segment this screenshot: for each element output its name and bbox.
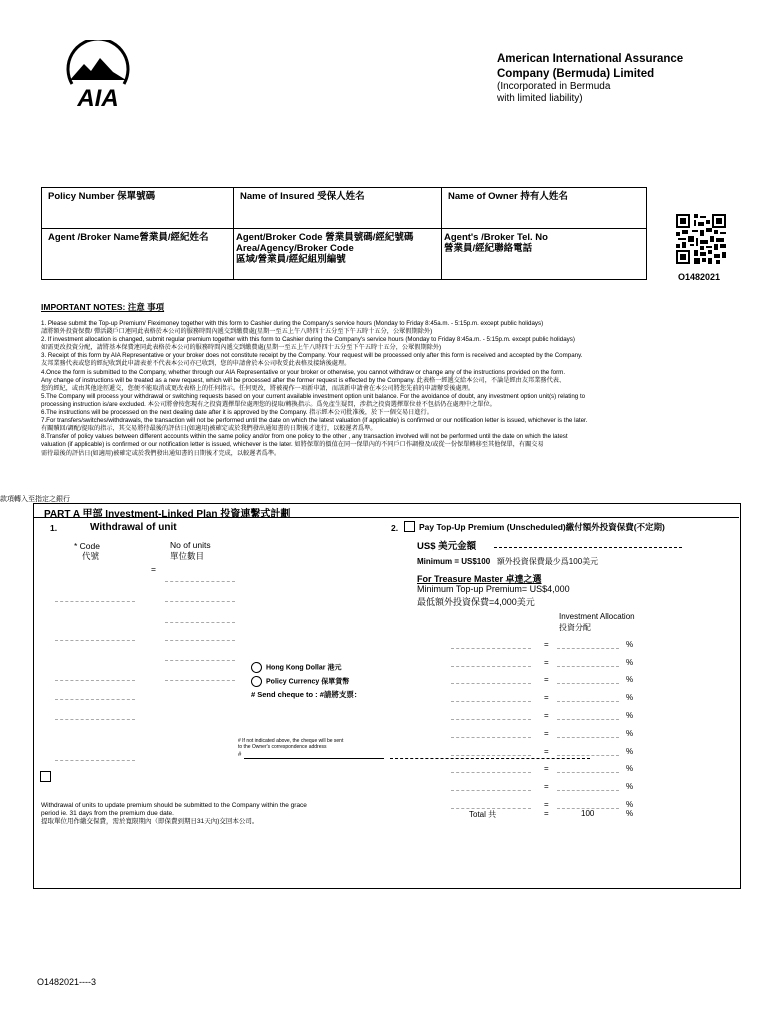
company-name xyxy=(497,52,683,82)
footer-code: O1482021----3 xyxy=(37,977,97,987)
grace-line1: Withdrawal of units to update premium should be submitted to the Company within the grace xyxy=(41,802,307,809)
part-a-divider xyxy=(33,517,739,518)
policy-number-label: Policy Number 保單號碼 xyxy=(48,191,156,202)
units-cn-label: 單位數目 xyxy=(170,551,205,561)
important-notes-text: 1. Please submit the Top-up Premium/ Fleximoney together with this form to Cashier during the Company's service hours (Monday to Friday 8:45a.m. - 5:15p.m. except public holidays) 請將額外投資保費/ 彈活錢戶口連同此表格於本公司的服務時間內遞交到繳費處(星期一至五上午八時四十五分至下午五時十五分，公眾假期除外) 2. If investment allocation is changed, submit regular premium together with this form to Cashier during the Company's service hours (Monday to Friday 8:45a.m. - 5:15p.m. except public holidays) 如需更改投資分配，請將基本保費連同此表格於本公司的服務時間內遞交到繳費處(星期一至五上午八時四十五分至下午五時十五分，公眾假期除外) 3. Receipt of this form by AIA Representative or your broker does not constitute receipt by the Company. Your request will be processed only after this form is received and accepted by the Company. 友邦業務代表或您的經紀收到此申請表並不代表本公司亦已收到，您的申請會於本公司收妥此表格及接納後處理。 4.Once the form is submitted to the Company, whether through our AIA Representative or your broker or otherwise, you cannot withdraw or change any of the instructions provided on the form. Any change of instructions will be treated as a new request, which will be processed after the former request is effected by the Company. 此表格一經遞交給本公司，不論是經由友邦業務代表、 您的經紀，或由其他途徑遞交，您便不能取消或更改表格上的任何指示。任何更改，將被視作一項新申請，而該新申請會在本公司將您先前的申請辦妥後處理。 5.The Company will process your withdrawal or switching requests based on your current available investment option unit balance. For the avoidance of doubt, any investment option unit(s) relating to processing instruction is/are excluded. 本公司將會按您現有之投資選擇單位處理您的提取/轉換指示。爲免產生疑問，涉指之投資選擇單位並不包括仍在處理中之單位。 6.The instructions will be processed on the next dealing date after it is approved by the Company. 指示經本公司批准後，於下一個交易日進行。 7.For transfers/switches/withdrawals, the transaction will not be performed until the date on which the latest valuation (if applicable) is confirmed or our notification letter is issued, whichever is the later. 有關贖回/調配/提取的指示，其交易將待最後的評估日(如適用)被確定或於我們發出通知書的日期後才進行，以較遲者爲準。 8.Transfer of policy values between different accounts within the same policy and/or from one policy to the other , any transaction involved will not be performed until the date on which the latest valuation (if applicable) is confirmed or our notification letter is issued, whichever is the later. 如將保單的價值在同一保單內的不同戶口作調撥及/或從一份保單轉移至其他保單，有關交易 需待最後的評估日(如適用)被確定或於我們發出通知書的日期後才完成，以較遲者爲準。 xyxy=(41,320,588,457)
allocation-code-input[interactable] xyxy=(451,790,531,791)
policy-currency-option[interactable] xyxy=(251,676,349,687)
allocation-percent-sign: % xyxy=(626,675,634,684)
equals-sign: = xyxy=(151,564,156,574)
allocation-percent-input[interactable] xyxy=(557,790,619,791)
allocation-percent-sign: % xyxy=(626,800,634,809)
code-input-6[interactable] xyxy=(55,760,135,761)
policy-currency-label: Policy Currency 保單貨幣 xyxy=(266,678,350,686)
allocation-percent-input[interactable] xyxy=(557,648,619,649)
allocation-code-input[interactable] xyxy=(451,701,531,702)
cheque-address-input[interactable] xyxy=(244,758,384,759)
allocation-percent-input[interactable] xyxy=(557,772,619,773)
insured-name-field[interactable] xyxy=(234,188,442,228)
allocation-equals: = xyxy=(544,747,549,756)
units-input-3[interactable] xyxy=(165,622,235,623)
treasure-min-cn-label: 最低額外投資保費=4,000美元 xyxy=(417,597,535,607)
total-equals: = xyxy=(544,809,549,818)
agent-code-field[interactable] xyxy=(234,229,442,279)
allocation-code-input[interactable] xyxy=(451,648,531,649)
allocation-equals: = xyxy=(544,693,549,702)
allocation-percent-sign: % xyxy=(626,729,634,738)
treasure-master-label: For Treasure Master 卓達之選 xyxy=(417,574,542,584)
document-code: O1482021 xyxy=(678,272,721,282)
grace-line3: 提取單位用作繳交保費，需於寬限期內（即保費到期日31天內)交回本公司。 xyxy=(41,818,259,825)
allocation-percent-input[interactable] xyxy=(557,719,619,720)
part-a-title: PART A 甲部 Investment-Linked Plan 投資連繫式計劃 xyxy=(44,509,291,520)
treasure-min-label: Minimum Top-up Premium= US$4,000 xyxy=(417,584,570,594)
policy-info-table xyxy=(41,187,647,280)
withdrawal-number: 1. xyxy=(50,523,58,533)
grace-period-note xyxy=(41,802,307,826)
code-input-2[interactable] xyxy=(55,640,135,641)
allocation-percent-input[interactable] xyxy=(557,701,619,702)
allocation-percent-input[interactable] xyxy=(557,666,619,667)
us-amount-input[interactable] xyxy=(494,547,682,548)
area-code-label: Area/Agency/Broker Code xyxy=(236,243,354,254)
cheque-note-line2: to the Owner's correspondence address xyxy=(238,744,327,750)
policy-number-field[interactable] xyxy=(42,188,234,228)
insured-name-label: Name of Insured 受保人姓名 xyxy=(240,191,365,202)
total-label: Total 共 xyxy=(469,810,497,819)
company-name-line2: Company (Bermuda) Limited xyxy=(497,68,655,80)
allocation-percent-sign: % xyxy=(626,711,634,720)
qr-code-icon xyxy=(676,214,726,264)
allocation-percent-input[interactable] xyxy=(557,737,619,738)
allocation-label: Investment Allocation xyxy=(559,612,635,621)
us-amount-label: US$ 美元金額 xyxy=(417,541,477,552)
units-input-4[interactable] xyxy=(165,640,235,641)
allocation-equals: = xyxy=(544,640,549,649)
minimum-cn-label: 額外投資保費最少爲100美元 xyxy=(496,557,599,566)
company-sub-line2: with limited liability) xyxy=(497,93,583,104)
agent-tel-field[interactable] xyxy=(442,229,646,279)
allocation-equals: = xyxy=(544,675,549,684)
minimum-label: Minimum = US$100 xyxy=(417,557,491,566)
send-cheque-label: # Send cheque to : #請將支票： xyxy=(251,690,362,699)
allocation-percent-sign: % xyxy=(626,640,634,649)
hkd-option[interactable] xyxy=(251,662,341,673)
allocation-code-input[interactable] xyxy=(451,719,531,720)
code-cn-label: 代號 xyxy=(82,551,100,561)
withdrawal-title: Withdrawal of unit xyxy=(90,522,177,533)
allocation-code-input[interactable] xyxy=(451,772,531,773)
minimum-row xyxy=(417,556,598,567)
topup-title: Pay Top-Up Premium (Unscheduled)繳付額外投資保費(不定期) xyxy=(419,522,665,532)
allocation-percent-input[interactable] xyxy=(557,755,619,756)
allocation-percent-sign: % xyxy=(626,764,634,773)
allocation-code-input[interactable] xyxy=(451,683,531,684)
hkd-label: Hong Kong Dollar 港元 xyxy=(266,664,342,672)
cut-off-text: 款項轉入至指定之銀行 xyxy=(0,496,70,503)
allocation-code-input[interactable] xyxy=(451,666,531,667)
allocation-equals: = xyxy=(544,782,549,791)
allocation-percent-sign: % xyxy=(626,658,634,667)
logo-text: AIA xyxy=(77,85,119,110)
allocation-equals: = xyxy=(544,658,549,667)
company-name-line1: American International Assurance xyxy=(497,53,684,65)
allocation-equals: = xyxy=(544,764,549,773)
allocation-percent-sign: % xyxy=(626,782,634,791)
aia-logo xyxy=(58,40,138,110)
agent-code-label: Agent/Broker Code 營業員號碼/經紀號碼 xyxy=(236,232,414,243)
hkd-radio[interactable] xyxy=(251,662,262,673)
code-input-5[interactable] xyxy=(55,719,135,720)
code-input-4[interactable] xyxy=(55,699,135,700)
agent-name-label: Agent /Broker Name營業員/經紀姓名 xyxy=(48,232,209,243)
units-input-6[interactable] xyxy=(165,680,235,681)
grace-line2: period ie. 31 days from the premium due date. xyxy=(41,810,174,817)
agent-tel-cn-label: 營業員/經紀聯絡電話 xyxy=(444,243,533,254)
cheque-note-line1: # If not indicated above, the cheque will be sent xyxy=(238,738,344,744)
company-sub-line1: (Incorporated in Bermuda xyxy=(497,81,611,92)
allocation-percent-input[interactable] xyxy=(557,683,619,684)
cheque-address-input-2[interactable] xyxy=(390,758,590,759)
allocation-percent-sign: % xyxy=(626,693,634,702)
allocation-equals: = xyxy=(544,800,549,809)
company-subtitle xyxy=(497,81,610,105)
allocation-equals: = xyxy=(544,729,549,738)
important-notes-title: IMPORTANT NOTES: 注意 事項 xyxy=(41,302,165,312)
allocation-code-input[interactable] xyxy=(451,737,531,738)
allocation-code-input[interactable] xyxy=(451,755,531,756)
units-input-5[interactable] xyxy=(165,660,235,661)
owner-name-field[interactable] xyxy=(442,188,646,228)
area-code-cn-label: 區域/營業員/經紀組別編號 xyxy=(236,254,346,265)
allocation-percent-sign: % xyxy=(626,747,634,756)
topup-number: 2. xyxy=(391,523,399,533)
units-input-2[interactable] xyxy=(165,601,235,602)
allocation-cn-label: 投資分配 xyxy=(559,623,591,632)
part-a-section xyxy=(33,503,741,889)
code-label: * Code xyxy=(74,541,100,551)
cheque-note xyxy=(238,738,343,750)
agent-tel-label: Agent's /Broker Tel. No xyxy=(444,232,548,243)
agent-name-field[interactable] xyxy=(42,229,234,279)
units-label: No of units xyxy=(170,540,211,550)
hash-sign: # xyxy=(238,752,242,758)
code-input-3[interactable] xyxy=(55,680,135,681)
units-input-1[interactable] xyxy=(165,581,235,582)
total-percent: % xyxy=(626,809,634,818)
policy-currency-radio[interactable] xyxy=(251,676,262,687)
code-input-1[interactable] xyxy=(55,601,135,602)
topup-checkbox[interactable] xyxy=(404,521,415,532)
owner-name-label: Name of Owner 持有人姓名 xyxy=(448,191,568,202)
allocation-equals: = xyxy=(544,711,549,720)
grace-checkbox[interactable] xyxy=(40,771,51,782)
total-value: 100 xyxy=(581,809,595,818)
